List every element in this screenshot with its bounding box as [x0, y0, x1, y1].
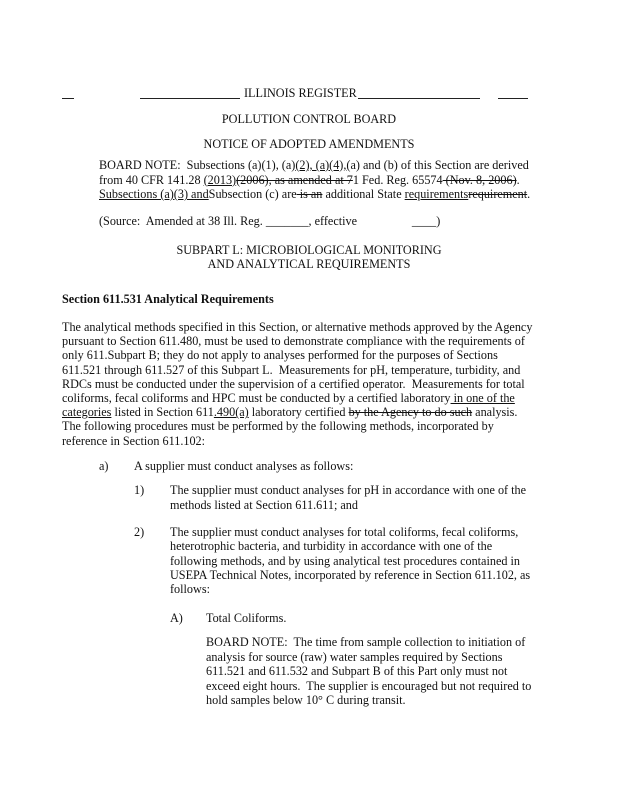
- paragraph-line: [62, 377, 525, 391]
- item-line: [170, 483, 526, 497]
- text-segment: analysis for source (raw) water samples required by Sections: [206, 649, 503, 664]
- subpart-title: SUBPART L: MICROBIOLOGICAL MONITORING: [176, 243, 442, 257]
- text-segment: 611.521 and 611.532 and Subpart B of this Part only must not: [206, 664, 508, 678]
- text-segment: reference in Section 611.102:: [62, 433, 206, 448]
- text-segment: following methods, and by using analytical test procedures contained in: [170, 553, 520, 568]
- source-note: [99, 214, 440, 228]
- item-line: [170, 582, 210, 596]
- item-line: [170, 525, 518, 539]
- item-line: [170, 539, 492, 553]
- text-segment: (2), (a)(4),: [295, 158, 347, 172]
- board-note-line: [206, 679, 531, 693]
- paragraph-line: [62, 419, 494, 433]
- text-segment: categories: [62, 405, 112, 420]
- text-segment: .: [527, 187, 531, 201]
- item-label: A): [170, 611, 183, 625]
- board-note-line: [206, 693, 406, 707]
- agency-name: POLLUTION CONTROL BOARD: [221, 112, 397, 126]
- text-segment: ): [436, 214, 441, 228]
- text-segment: (a) and (b) of this Section are derived: [346, 158, 529, 172]
- text-segment: listed in Section 611: [111, 405, 214, 420]
- text-segment: requirements: [404, 187, 469, 201]
- paragraph-line: [62, 363, 520, 377]
- text-segment: Subsection: [208, 187, 263, 201]
- text-segment: only 611.Subpart B; they do not apply to analyses performed for the purposes of Sections: [62, 348, 498, 363]
- header-rule: [140, 98, 240, 99]
- text-segment: (2006), as amended at 7: [236, 172, 353, 187]
- text-segment: _______: [265, 214, 309, 228]
- header-rule: [358, 98, 480, 99]
- text-segment: .: [516, 172, 520, 187]
- item-text: Total Coliforms.: [206, 611, 287, 625]
- text-segment: hold samples below 10° C during transit.: [206, 693, 406, 707]
- text-segment: , effective: [308, 214, 412, 228]
- text-segment: (c) are: [262, 187, 297, 201]
- text-segment: The supplier must conduct analyses for total coliforms, fecal coliforms,: [170, 525, 519, 539]
- text-segment: by the Agency to do such: [348, 405, 473, 420]
- text-segment: from 40 CFR 141.28: [99, 172, 204, 187]
- text-segment: USEPA Technical Notes, incorporated by reference in Section 611.102, as: [170, 567, 531, 582]
- paragraph-line: [62, 434, 205, 448]
- paragraph-line: [62, 334, 525, 348]
- item-line: [170, 568, 530, 582]
- text-segment: exceed eight hours. The supplier is encouraged but not required to: [206, 678, 532, 693]
- subpart-title: AND ANALYTICAL REQUIREMENTS: [207, 257, 411, 271]
- text-segment: BOARD NOTE: The time from sample collection to initiation of: [206, 635, 526, 649]
- paragraph-line: [62, 391, 515, 405]
- text-segment: methods listed at Section 611.611; and: [170, 497, 358, 512]
- register-title: ILLINOIS REGISTER: [244, 86, 357, 100]
- text-segment: analysis.: [472, 405, 518, 420]
- item-line: [170, 498, 358, 512]
- text-segment: The following procedures must be performed by the following methods, incorporated by: [62, 419, 494, 434]
- text-segment: The analytical methods specified in this Section, or alternative methods approved by the Agency: [62, 320, 533, 334]
- header-rule: [62, 98, 74, 99]
- text-segment: is an: [296, 187, 323, 201]
- item-label: a): [99, 459, 109, 473]
- paragraph-line: [62, 320, 532, 334]
- header-rule: [498, 98, 528, 99]
- text-segment: The supplier must conduct analyses for pH in accordance with one of the: [170, 483, 527, 497]
- text-segment: (Source: Amended at 38 Ill. Reg.: [99, 214, 266, 228]
- text-segment: follows:: [170, 582, 210, 597]
- text-segment: pursuant to Section 611.480, must be used to demonstrate compliance with the requirements of: [62, 334, 525, 349]
- paragraph-line: [62, 348, 498, 362]
- item-label: 1): [134, 483, 145, 497]
- text-segment: requirement: [468, 187, 528, 201]
- text-segment: laboratory certified: [248, 405, 349, 420]
- board-note-line: [99, 173, 520, 187]
- item-text: A supplier must conduct analyses as follows:: [134, 459, 354, 473]
- text-segment: heterotrophic bacteria, and turbidity in accordance with one of the: [170, 539, 493, 554]
- text-segment: 611.521 through 611.527 of this Subpart L. Measurements for pH, temperature, turbidity, and: [62, 362, 521, 377]
- board-note-line: [206, 650, 502, 664]
- text-segment: coliforms, fecal coliforms and HPC must be conducted by a certified laboratory: [62, 391, 451, 405]
- section-heading: Section 611.531 Analytical Requirements: [62, 292, 274, 306]
- board-note-line: [99, 158, 529, 172]
- item-label: 2): [134, 525, 145, 539]
- text-segment: in one of the: [450, 391, 515, 405]
- text-segment: additional State: [322, 187, 405, 201]
- text-segment: (Nov. 8, 2006): [442, 172, 517, 187]
- text-segment: RDCs must be conducted under the supervision of a certified operator. Measurements for total: [62, 376, 525, 391]
- text-segment: (2013): [203, 172, 237, 187]
- text-segment: Subsections (a)(3) and: [99, 187, 209, 201]
- text-segment: 1 Fed. Reg. 65574: [352, 172, 443, 187]
- paragraph-line: [62, 405, 517, 419]
- text-segment: BOARD NOTE: Subsections (a)(1), (a): [99, 158, 296, 172]
- text-segment: .490(a): [213, 405, 249, 420]
- board-note-line: [206, 664, 507, 678]
- board-note-line: [99, 187, 530, 201]
- item-line: [170, 554, 520, 568]
- text-segment: ____: [411, 214, 437, 228]
- notice-title: NOTICE OF ADOPTED AMENDMENTS: [203, 137, 415, 151]
- board-note-line: [206, 635, 525, 649]
